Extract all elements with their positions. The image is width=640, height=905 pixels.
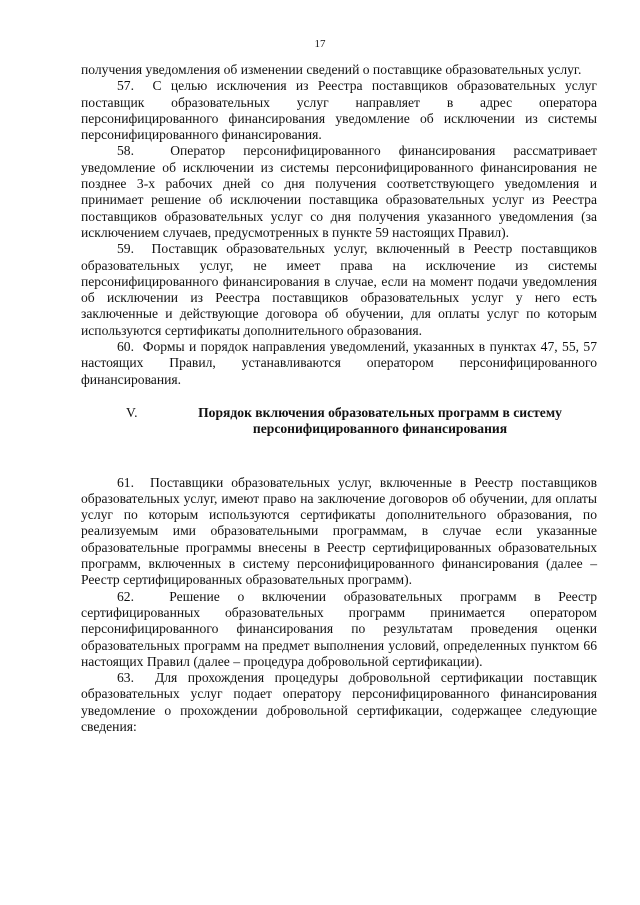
section-heading bbox=[81, 405, 597, 438]
paragraph-63: 63. Для прохождения процедуры добровольной сертификации поставщик образовательных услуг подает оператору персонифицированного финансирования уведомление о прохождении добровольной сертификации, содержащее следующие сведения: bbox=[81, 670, 597, 734]
paragraph-57: 57. С целью исключения из Реестра поставщиков образовательных услуг поставщик образовательных услуг направляет в адрес оператора персонифицированного финансирования уведомление об исключении из системы персонифицированного финансирования. bbox=[81, 78, 597, 143]
section-number: V. bbox=[126, 404, 138, 420]
paragraph-62: 62. Решение о включении образовательных программ в Реестр сертифицированных образовательных программ принимается оператором персонифицированного финансирования по результатам проведения оценки образовательных программ на предмет выполнения условий, определенных пунктом 66 настоящих Правил (далее – процедура добровольной сертификации). bbox=[81, 588, 597, 669]
paragraph-60: 60. Формы и порядок направления уведомлений, указанных в пунктах 47, 55, 57 настоящих Правил, устанавливаются оператором персонифицированного финансирования. bbox=[81, 339, 597, 387]
paragraph-59: 59. Поставщик образовательных услуг, включенный в Реестр поставщиков образовательных услуг, не имеет права на исключение из системы персонифицированного финансирования в случае, если на момент подачи уведомления об исключении из Реестра поставщиков образовательных услуг у него есть заключенные и действующие договора об обучении, для оплаты услуг по которым используются сертификаты дополнительного образования. bbox=[81, 241, 597, 338]
paragraph-58: 58. Оператор персонифицированного финансирования рассматривает уведомление об исключении из системы персонифицированного финансирования не позднее 3-х рабочих дней со дня получения соответствующего уведомления и принимает решение об исключении поставщика образовательных услуг из Реестра поставщиков образовательных услуг со дня получения указанного уведомления (за исключением случаев, предусмотренных в пункте 59 настоящих Правил). bbox=[81, 143, 597, 240]
paragraph-61: 61. Поставщики образовательных услуг, включенные в Реестр поставщиков образовательных услуг, имеют право на заключение договоров об обучении, для оплаты услуг по которым используются сертификаты дополнительного образования, по реализуемым ими образовательными программам, в случае если указанные образовательные программы внесены в Реестр сертифицированных образовательных программ, включенных в систему персонифицированного финансирования (далее – Реестр сертифицированных образовательных программ). bbox=[81, 474, 597, 588]
section-title: Порядок включения образовательных программ в систему персонифицированного финансирования bbox=[198, 404, 562, 437]
document-body bbox=[81, 62, 597, 735]
page-number: 17 bbox=[314, 38, 326, 50]
paragraph: получения уведомления об изменении сведений о поставщике образовательных услуг. bbox=[81, 62, 582, 77]
